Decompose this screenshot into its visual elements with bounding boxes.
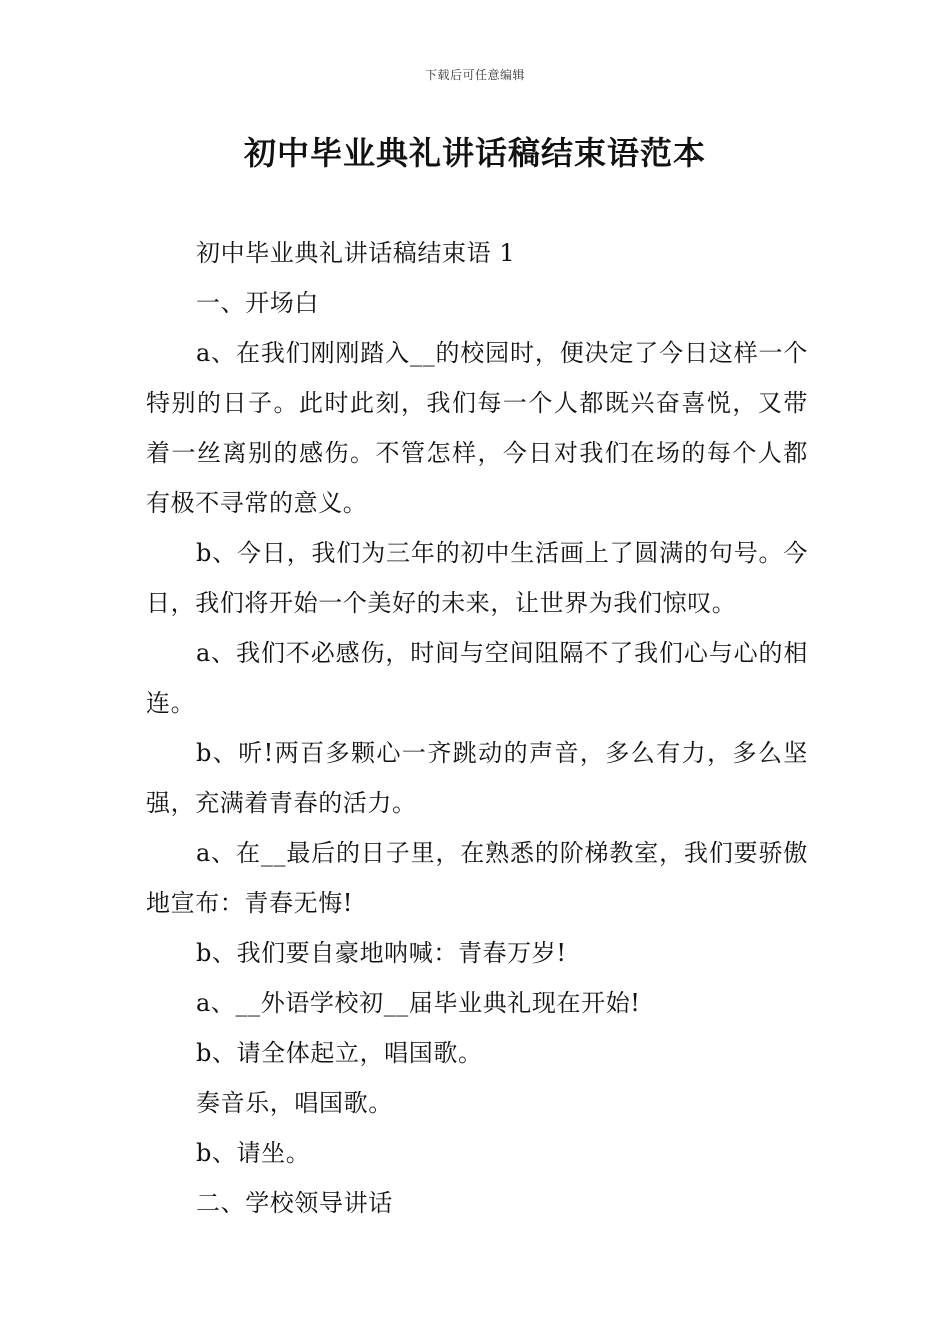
document-title: 初中毕业典礼讲话稿结束语范本 [243, 134, 706, 172]
paragraph: b、今日，我们为三年的初中生活画上了圆满的句号。今日，我们将开始一个美好的未来，让世界为我们惊叹。 [146, 539, 808, 617]
paragraph: a、__外语学校初__届毕业典礼现在开始! [196, 989, 641, 1017]
paragraph: b、听!两百多颗心一齐跳动的声音，多么有力，多么坚强，充满着青春的活力。 [146, 739, 808, 817]
paragraph: 奏音乐，唱国歌。 [196, 1089, 393, 1117]
paragraph: b、请坐。 [196, 1139, 311, 1167]
paragraph-section-heading: 二、学校领导讲话 [196, 1189, 393, 1217]
paragraph: b、我们要自豪地呐喊：青春万岁! [196, 939, 567, 967]
paragraph: a、在我们刚刚踏入__的校园时，便决定了今日这样一个特别的日子。此时此刻，我们每一个人都既兴奋喜悦，又带着一丝离别的感伤。不管怎样，今日对我们在场的每个人都有极不寻常的意义。 [146, 339, 808, 517]
paragraph: b、请全体起立，唱国歌。 [196, 1039, 483, 1067]
paragraph-section-heading: 一、开场白 [196, 289, 319, 317]
paragraph: a、我们不必感伤，时间与空间阻隔不了我们心与心的相连。 [146, 639, 808, 717]
header-note: 下载后可任意编辑 [424, 68, 525, 82]
document-body [146, 228, 808, 1228]
paragraph: a、在__最后的日子里，在熟悉的阶梯教室，我们要骄傲地宣布：青春无悔! [146, 839, 808, 917]
paragraph-subtitle: 初中毕业典礼讲话稿结束语 1 [196, 239, 516, 267]
